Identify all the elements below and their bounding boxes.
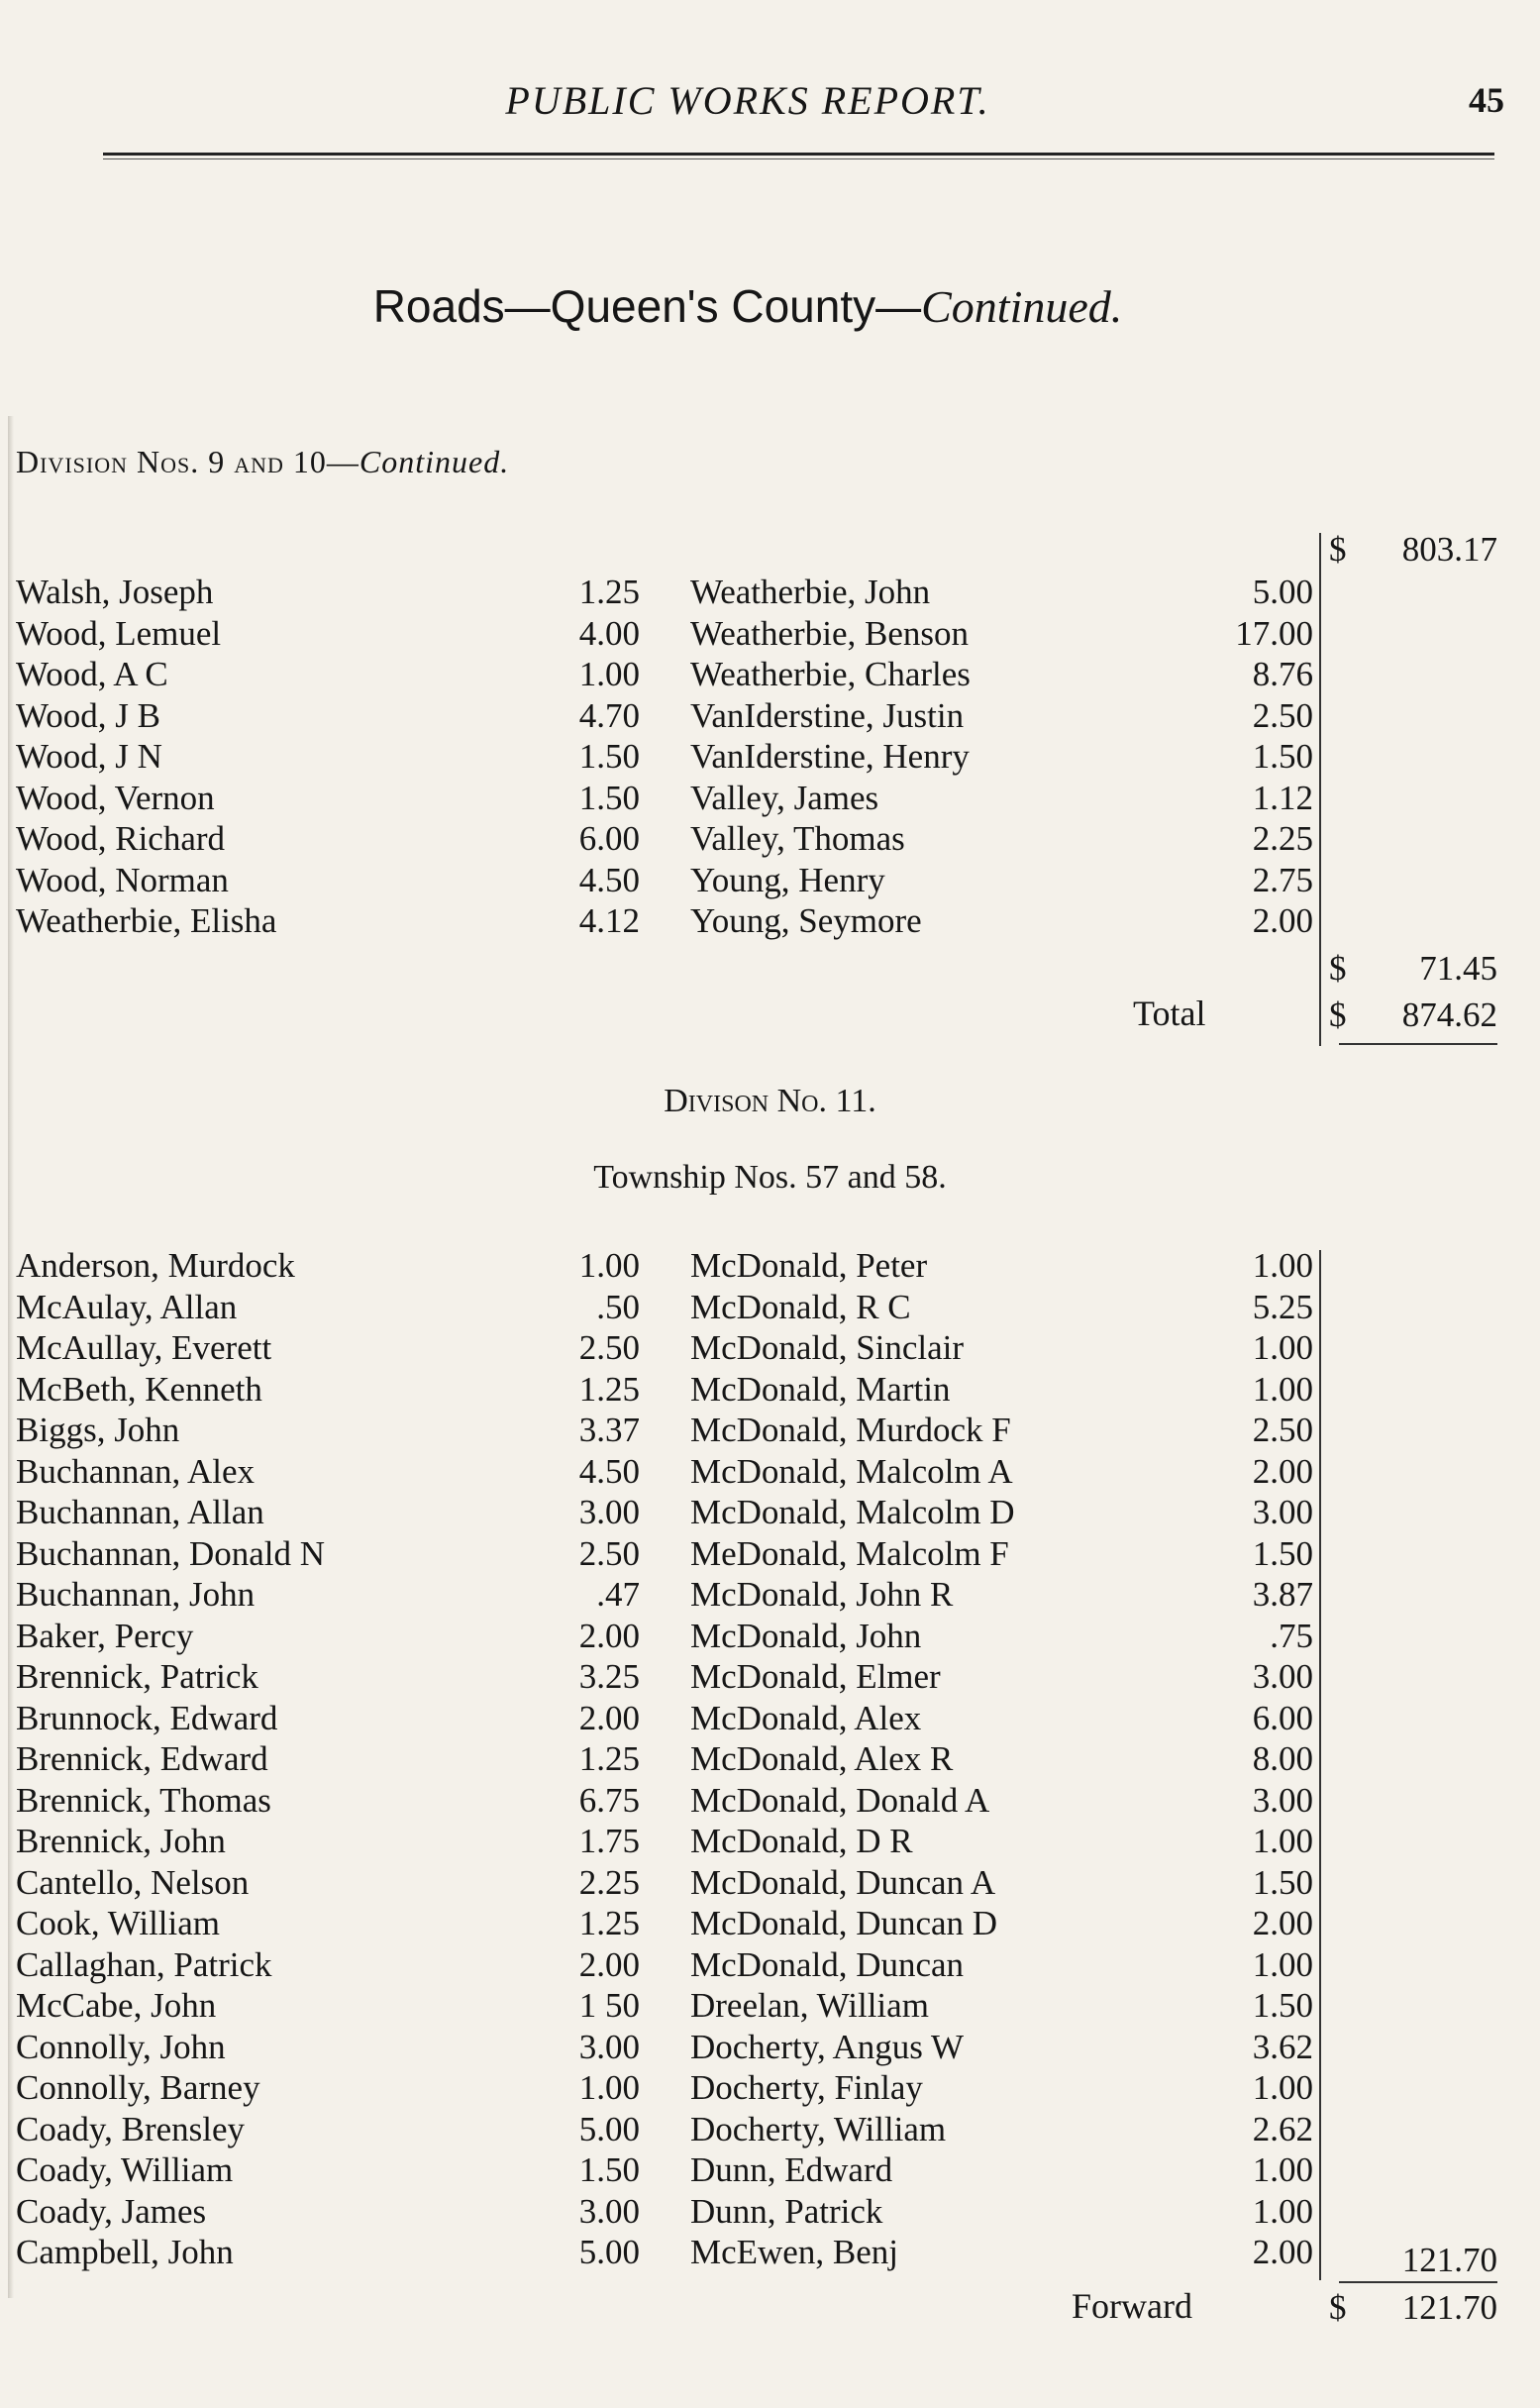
entry-name: VanIderstine, Justin	[690, 695, 965, 735]
division-11-heading: Divison No. 11.	[664, 1083, 876, 1119]
entry-amount: 2.00	[578, 1944, 640, 1984]
division-11-column-rule	[1319, 1250, 1321, 2280]
entry-name: McEwen, Benj	[690, 2233, 898, 2271]
entry-name: Weatherbie, Elisha	[16, 901, 277, 940]
entry-amount: 2.25	[578, 1862, 640, 1902]
entry-amount: 2.50	[578, 1533, 640, 1573]
entry-amount: 1.50	[1252, 737, 1313, 776]
entry-name: McDonald, Alex R	[690, 1739, 954, 1778]
entry-amount: 5.25	[1252, 1287, 1313, 1326]
entry-amount: 4.00	[578, 613, 640, 653]
entry-name: Wood, Vernon	[16, 778, 215, 817]
entry-amount: 1.00	[578, 655, 640, 693]
entry-amount: 8.76	[1252, 655, 1313, 693]
entry-amount: 1.00	[1252, 1246, 1313, 1285]
total-label: Total	[1133, 994, 1206, 1033]
entry-name: Dreelan, William	[690, 1986, 929, 2025]
entry-name: Weatherbie, Benson	[690, 613, 969, 653]
section-title-main: Roads—Queen's County—	[372, 280, 922, 332]
header-rule	[103, 153, 1494, 156]
division-9-10-left-names	[16, 572, 551, 942]
entry-name: Wood, J N	[16, 737, 162, 776]
page-number: 45	[1469, 80, 1504, 120]
entry-name: Brennick, Edward	[16, 1739, 268, 1778]
division-11-left-amounts	[515, 1245, 640, 2273]
entry-amount: 1.00	[578, 1246, 640, 1285]
division-11-right-names	[690, 1245, 1245, 2273]
entry-name: McDonald, Donald A	[690, 1780, 990, 1820]
entry-name: VanIderstine, Henry	[690, 737, 970, 776]
township-heading: Township Nos. 57 and 58.	[593, 1159, 947, 1196]
entry-amount: 1.00	[1252, 2150, 1313, 2189]
entry-amount: .50	[596, 1287, 640, 1326]
entry-amount: 2.50	[1252, 1411, 1313, 1449]
entry-amount: 3.25	[578, 1657, 640, 1696]
entry-name: McDonald, Malcolm A	[690, 1451, 1013, 1491]
entry-name: McAulay, Allan	[16, 1287, 238, 1326]
entry-amount: 5.00	[578, 2233, 640, 2271]
entry-name: Brennick, Patrick	[16, 1657, 258, 1696]
entry-amount: 1.50	[578, 778, 640, 817]
entry-amount: 1.50	[578, 2150, 640, 2189]
entry-name: Connolly, John	[16, 2027, 226, 2066]
entry-amount: 4.50	[578, 860, 640, 899]
entry-name: Wood, Lemuel	[16, 613, 222, 653]
division-11-subtotal-value: 121.70	[1401, 2241, 1497, 2279]
entry-name: McDonald, Elmer	[690, 1657, 941, 1696]
entry-amount: 3.62	[1252, 2027, 1313, 2066]
entry-amount: 3.00	[1252, 1657, 1313, 1696]
division-9-10-right-amounts	[1169, 572, 1313, 942]
brought-forward-symbol: $	[1329, 530, 1347, 569]
entry-name: Weatherbie, Charles	[690, 655, 971, 693]
entry-amount: 1.25	[578, 1739, 640, 1778]
entry-amount: 2.62	[1252, 2109, 1313, 2148]
entry-name: Valley, James	[690, 778, 879, 817]
division-9-10-left-amounts	[515, 572, 640, 942]
total-value: 874.62	[1401, 995, 1497, 1034]
entry-amount: 3.00	[578, 1493, 640, 1531]
entry-amount: 1.12	[1252, 778, 1313, 817]
entry-amount: 2.00	[578, 1698, 640, 1737]
entry-name: Walsh, Joseph	[16, 573, 214, 611]
division-9-10-right-names	[690, 572, 1245, 942]
entry-amount: 1.50	[1252, 1862, 1313, 1902]
entry-amount: 2.00	[1252, 2233, 1313, 2271]
entry-name: Young, Seymore	[690, 901, 922, 940]
entry-name: Callaghan, Patrick	[16, 1944, 272, 1984]
entry-amount: 4.70	[578, 695, 640, 735]
entry-amount: 3.00	[1252, 1780, 1313, 1820]
entry-name: Dunn, Edward	[690, 2150, 893, 2189]
entry-amount: 5.00	[578, 2109, 640, 2148]
running-head	[0, 71, 1540, 131]
running-title: PUBLIC WORKS REPORT.	[505, 78, 990, 123]
entry-amount: .47	[596, 1575, 640, 1614]
entry-amount: 1.50	[578, 737, 640, 776]
entry-amount: 1.00	[1252, 1369, 1313, 1409]
entry-name: McDonald, R C	[690, 1287, 911, 1326]
entry-name: McDonald, Alex	[690, 1698, 922, 1737]
entry-amount: 1.00	[1252, 2068, 1313, 2107]
entry-name: Buchannan, Donald N	[16, 1533, 326, 1573]
entry-amount: 4.12	[578, 901, 640, 940]
entry-amount: 1.50	[1252, 1986, 1313, 2025]
entry-amount: 3.37	[578, 1411, 640, 1449]
division-9-10-column-rule	[1319, 533, 1321, 1046]
entry-name: Brennick, John	[16, 1822, 226, 1860]
entry-amount: 4.50	[578, 1451, 640, 1491]
entry-amount: 2.75	[1252, 860, 1313, 899]
entry-name: McDonald, Martin	[690, 1369, 951, 1409]
entry-name: Valley, Thomas	[690, 819, 905, 858]
entry-name: McDonald, Peter	[690, 1246, 928, 1285]
entry-amount: 2.25	[1252, 819, 1313, 858]
entry-name: Buchannan, Allan	[16, 1493, 264, 1531]
entry-name: McDonald, Malcolm D	[690, 1493, 1015, 1531]
entry-name: McDonald, John	[690, 1616, 922, 1655]
section-title	[0, 279, 1495, 333]
entry-amount: 3.00	[1252, 1493, 1313, 1531]
entry-name: McDonald, Duncan D	[690, 1904, 998, 1942]
entry-amount: 1.00	[1252, 1328, 1313, 1367]
entry-name: McDonald, John R	[690, 1575, 954, 1614]
entry-amount: 1.00	[578, 2068, 640, 2107]
entry-amount: 6.00	[1252, 1698, 1313, 1737]
entry-amount: 2.00	[1252, 901, 1313, 940]
entry-amount: 1 50	[578, 1986, 640, 2025]
entry-name: Docherty, Finlay	[690, 2068, 923, 2107]
entry-name: Dunn, Patrick	[690, 2191, 883, 2231]
entry-amount: 1.25	[578, 1369, 640, 1409]
entry-amount: 5.00	[1252, 573, 1313, 611]
entry-name: Cook, William	[16, 1904, 221, 1942]
entry-amount: 2.50	[578, 1328, 640, 1367]
division-11-left-names	[16, 1245, 551, 2273]
entry-amount: 1.75	[578, 1822, 640, 1860]
entry-amount: 2.00	[1252, 1904, 1313, 1942]
entry-name: Connolly, Barney	[16, 2068, 260, 2107]
entry-name: McAullay, Everett	[16, 1328, 272, 1367]
entry-name: Campbell, John	[16, 2233, 234, 2271]
entry-name: Coady, Brensley	[16, 2109, 246, 2148]
entry-name: Wood, J B	[16, 695, 160, 735]
entry-name: Young, Henry	[690, 860, 885, 899]
entry-amount: 6.00	[578, 819, 640, 858]
entry-amount: 1.00	[1252, 2191, 1313, 2231]
entry-name: McDonald, D R	[690, 1822, 913, 1860]
entry-name: Cantello, Nelson	[16, 1862, 250, 1902]
entry-name: Buchannan, Alex	[16, 1451, 256, 1491]
division-9-10-heading	[16, 444, 509, 480]
entry-name: Baker, Percy	[16, 1616, 194, 1655]
entry-amount: 2.50	[1252, 695, 1313, 735]
entry-amount: 3.00	[578, 2027, 640, 2066]
entry-name: Docherty, William	[690, 2109, 947, 2148]
entry-amount: 8.00	[1252, 1739, 1313, 1778]
entry-amount: 1.50	[1252, 1533, 1313, 1573]
entry-name: McBeth, Kenneth	[16, 1369, 262, 1409]
subtotal-symbol: $	[1329, 949, 1347, 988]
forward-symbol: $	[1329, 2288, 1347, 2327]
entry-amount: 1.00	[1252, 1822, 1313, 1860]
entry-name: Brennick, Thomas	[16, 1780, 271, 1820]
entry-name: Wood, A C	[16, 655, 168, 693]
entry-amount: 6.75	[578, 1780, 640, 1820]
entry-amount: 1.00	[1252, 1944, 1313, 1984]
entry-name: Coady, James	[16, 2191, 207, 2231]
section-title-continued: Continued.	[921, 281, 1123, 332]
division-9-10-continued: Continued.	[359, 444, 510, 479]
entry-name: Biggs, John	[16, 1411, 180, 1449]
entry-name: Brunnock, Edward	[16, 1698, 278, 1737]
subtotal-value: 71.45	[1419, 949, 1497, 988]
division-9-10-heading-text: Division Nos. 9 and 10—	[16, 444, 359, 479]
total-underline	[1339, 1043, 1497, 1045]
entry-name: McDonald, Duncan A	[690, 1862, 996, 1902]
entry-amount: 1.25	[578, 573, 640, 611]
entry-name: Coady, William	[16, 2150, 234, 2189]
total-symbol: $	[1329, 995, 1347, 1034]
entry-name: McDonald, Sinclair	[690, 1328, 965, 1367]
header-rule-thin	[103, 158, 1494, 159]
entry-amount: .75	[1270, 1616, 1313, 1655]
forward-label: Forward	[1072, 2286, 1192, 2326]
entry-name: McCabe, John	[16, 1986, 217, 2025]
entry-amount: 3.87	[1252, 1575, 1313, 1614]
entry-amount: 3.00	[578, 2191, 640, 2231]
entry-name: Weatherbie, John	[690, 573, 931, 611]
entry-name: Anderson, Murdock	[16, 1246, 295, 1285]
forward-value: 121.70	[1401, 2288, 1497, 2327]
entry-amount: 1.25	[578, 1904, 640, 1942]
entry-name: Wood, Richard	[16, 819, 226, 858]
entry-name: Wood, Norman	[16, 860, 229, 899]
entry-name: Docherty, Angus W	[690, 2027, 965, 2066]
scan-binding-edge	[8, 416, 14, 2298]
brought-forward-value: 803.17	[1401, 530, 1497, 569]
subtotal-underline	[1339, 2281, 1497, 2283]
entry-amount: 17.00	[1235, 613, 1313, 653]
entry-name: MeDonald, Malcolm F	[690, 1533, 1009, 1573]
entry-name: McDonald, Murdock F	[690, 1411, 1011, 1449]
entry-name: McDonald, Duncan	[690, 1944, 965, 1984]
division-11-right-amounts	[1169, 1245, 1313, 2273]
entry-amount: 2.00	[578, 1616, 640, 1655]
entry-name: Buchannan, John	[16, 1575, 256, 1614]
entry-amount: 2.00	[1252, 1451, 1313, 1491]
